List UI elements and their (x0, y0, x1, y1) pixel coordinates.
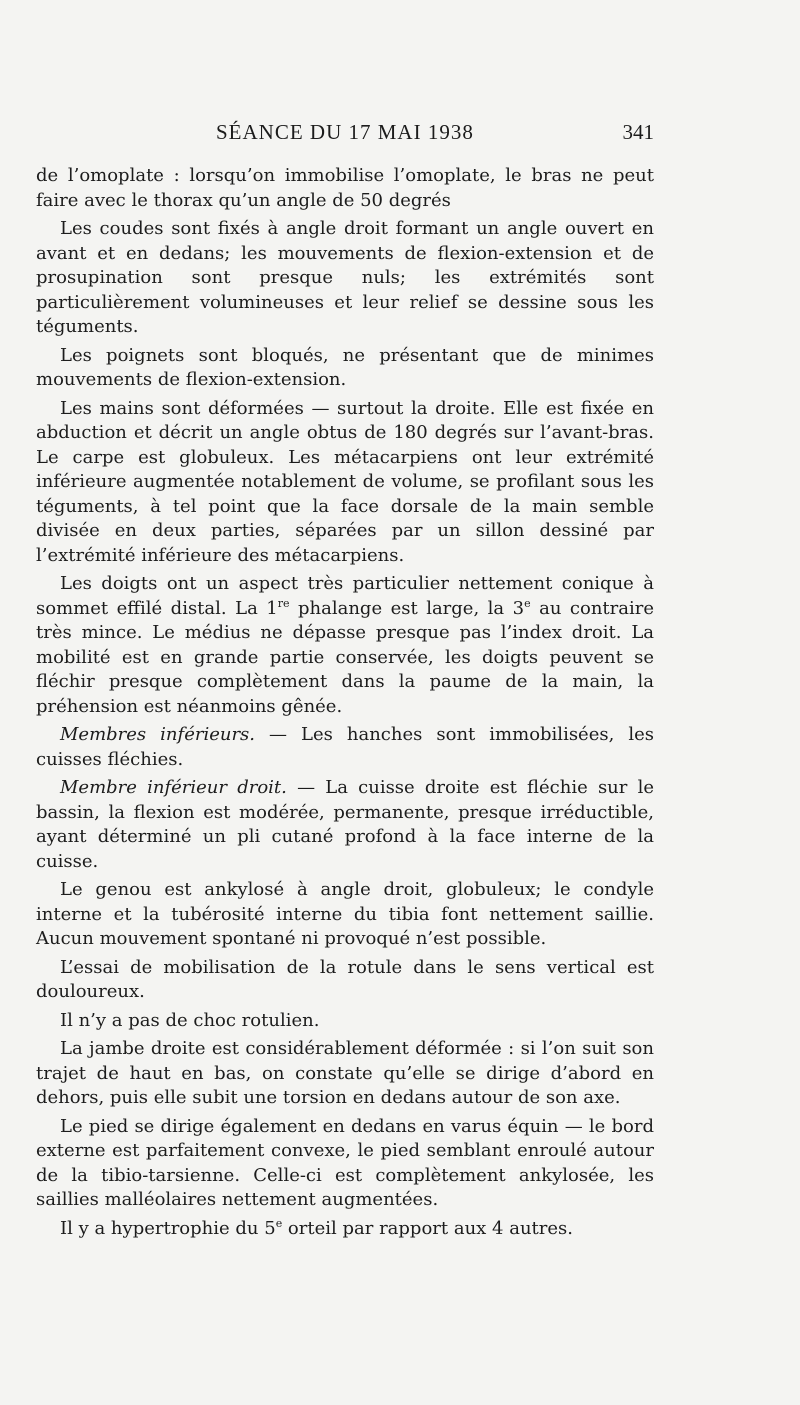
paragraph-text: — La cuisse droite est fléchie sur le bassin, la flexion est modérée, permanente, presque irréductible, ayant déterminé un pli cutané profond à la face interne de la cuisse. (36, 777, 654, 872)
paragraph-text: Les coudes sont fixés à angle droit formant un angle ouvert en avant et en dedans; les mouvements de flexion-extension et de prosupination sont presque nuls; les extrémités sont particulièrement volumineuses et leur relief se dessine sous les téguments. (36, 218, 654, 337)
paragraph-mains (36, 397, 654, 569)
paragraph-membres-inferieurs (36, 723, 654, 772)
paragraph-text: Les doigts ont un aspect très particulier nettement conique à sommet effilé distal. La 1 (36, 573, 654, 619)
paragraph-text: Les poignets sont bloqués, ne présentant que de minimes mouvements de flexion-extension. (36, 344, 654, 390)
paragraph-text: Il y a hypertrophie du 5 (60, 1217, 276, 1239)
paragraph-text: — Les hanches sont immobilisées, les cuisses fléchies. (36, 724, 654, 770)
paragraph-text: Les mains sont déformées — surtout la droite. Elle est fixée en abduction et décrit un angle obtus de 180 degrés sur l’avant-bras. Le carpe est globuleux. Les métacarpiens ont leur extrémité inférieure augmentée notablement de volume, se profilant sous les téguments, à tel point que la face dorsale de la main semble divisée en deux parties, séparées par un sillon dessiné par l’extrémité inférieure des métacarpiens. (36, 397, 654, 566)
paragraph-choc-rotulien (36, 1009, 654, 1034)
paragraph-text: phalange est large, la 3 (289, 597, 525, 619)
page-number: 341 (622, 120, 654, 144)
paragraph-text: Le pied se dirige également en dedans en varus équin — le bord externe est parfaitement convexe, le pied semblant enroulé autour de la tibio-tarsienne. Celle-ci est complètement ankylosée, les saillies malléolaires nettement augmentées. (36, 1115, 654, 1210)
paragraph-text: Il n’y a pas de choc rotulien. (60, 1009, 320, 1031)
paragraph-coudes (36, 217, 654, 340)
page-body (36, 164, 654, 1241)
paragraph-jambe (36, 1037, 654, 1111)
paragraph-rotule (36, 956, 654, 1005)
paragraph-text: L’essai de mobilisation de la rotule dans le sens vertical est douloureux. (36, 956, 654, 1002)
paragraph-doigts (36, 572, 654, 719)
paragraph-text: au contraire très mince. Le médius ne dépasse presque pas l’index droit. La mobilité est en grande partie conservée, les doigts peuvent se fléchir presque complètement dans la paume de la main, la préhension est néanmoins gênée. (36, 597, 654, 717)
paragraph-pied (36, 1115, 654, 1213)
section-heading: Membre inférieur droit. (60, 777, 287, 798)
paragraph-text: de l’omoplate : lorsqu’on immobilise l’omoplate, le bras ne peut faire avec le thorax qu’un angle de 50 degrés (36, 165, 654, 211)
paragraph-text: Le genou est ankylosé à angle droit, globuleux; le condyle interne et la tubérosité interne du tibia font nettement saillie. Aucun mouvement spontané ni provoqué n’est possible. (36, 879, 654, 949)
paragraph-genou (36, 878, 654, 952)
paragraph-text: La jambe droite est considérablement déformée : si l’on suit son trajet de haut en bas, on constate qu’elle se dirige d’abord en dehors, puis elle subit une torsion en dedans autour de son axe. (36, 1038, 654, 1108)
superscript: e (275, 1216, 283, 1230)
paragraph-poignets (36, 344, 654, 393)
page-header (36, 118, 654, 148)
paragraph-text: orteil par rapport aux 4 autres. (282, 1217, 573, 1239)
superscript: re (277, 596, 290, 610)
running-title: SÉANCE DU 17 MAI 1938 (216, 120, 474, 144)
paragraph-orteil (36, 1217, 654, 1242)
paragraph-membre-inferieur-droit (36, 776, 654, 874)
section-heading: Membres inférieurs. (60, 724, 256, 745)
paragraph-omoplate (36, 164, 654, 213)
superscript: e (524, 596, 531, 610)
